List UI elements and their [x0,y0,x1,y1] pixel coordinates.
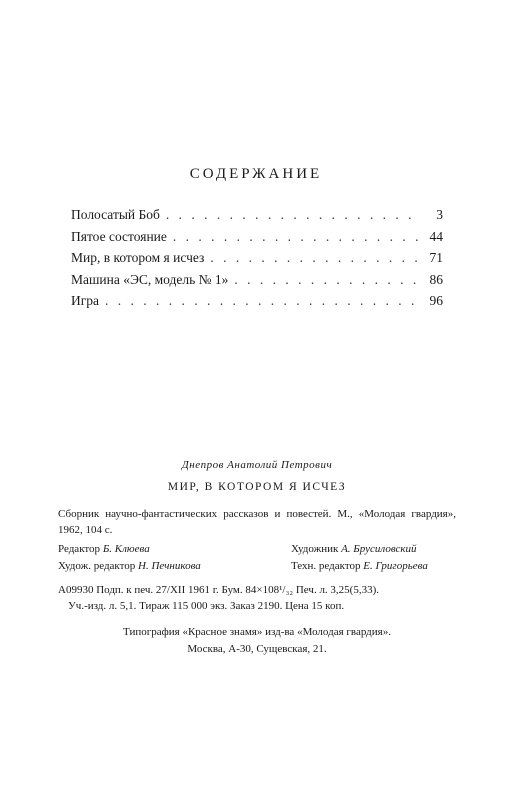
toc-entry-title: Пятое состояние [71,228,167,244]
table-of-contents [71,204,443,312]
print-info-line: А09930 Подп. к печ. 27/XII 1961 г. Бум. 84×108¹/₃₂ Печ. л. 3,25(5,33). [58,584,380,596]
contents-heading: СОДЕРЖАНИЕ [189,166,323,182]
toc-entry-title: Машина «ЭС, модель № 1» [71,271,229,287]
toc-entry-page: 96 [429,293,443,308]
toc-leader-dots [234,269,421,291]
tech-editor-name: Е. Григорьева [363,560,428,572]
editor-name: Б. Клюева [102,543,150,555]
tech-editor-label: Техн. редактор [291,560,361,572]
print-info [58,582,456,614]
toc-entry [71,226,443,248]
printing-house [58,624,456,658]
toc-entry [71,269,443,291]
art-editor-credit [58,558,201,575]
editor-label: Редактор [58,543,101,555]
art-editor-label: Худож. редактор [58,560,136,572]
toc-entry-page: 71 [429,250,443,265]
artist-label: Художник [291,543,339,555]
printing-house-line: Типография «Красное знамя» изд-ва «Молодая гвардия». [123,626,391,638]
book-title: МИР, В КОТОРОМ Я ИСЧЕЗ [167,481,347,493]
artist-credit [291,541,456,558]
author-name: Днепров Анатолий Петрович [181,459,333,471]
artist-name: А. Брусиловский [341,543,417,555]
toc-entry-title: Мир, в котором я исчез [71,250,205,265]
toc-entry-page: 86 [429,271,443,287]
art-editor-name: Н. Печникова [138,560,201,572]
toc-entry-title: Игра [71,293,100,308]
editor-credit [58,541,150,558]
toc-leader-dots [166,204,421,226]
toc-entry [71,247,443,269]
toc-entry-title: Полосатый Боб [71,207,160,222]
tech-editor-credit [291,558,456,575]
credit-row [58,541,456,558]
toc-entry-page: 3 [436,207,443,222]
credits [58,541,456,575]
toc-entry-page: 44 [429,228,443,244]
book-description: Сборник научно-фантастических рассказов и повестей. М., «Молодая гвардия», 1962, 104 с. [58,508,456,536]
printing-house-address: Москва, А-30, Сущевская, 21. [187,643,327,655]
toc-entry [71,204,443,226]
print-info-line: Уч.-изд. л. 5,1. Тираж 115 000 экз. Заказ 2190. Цена 15 коп. [68,600,345,612]
toc-leader-dots [173,226,421,248]
toc-leader-dots [210,247,421,269]
toc-entry [71,290,443,312]
toc-leader-dots [105,290,421,312]
credit-row [58,558,456,575]
